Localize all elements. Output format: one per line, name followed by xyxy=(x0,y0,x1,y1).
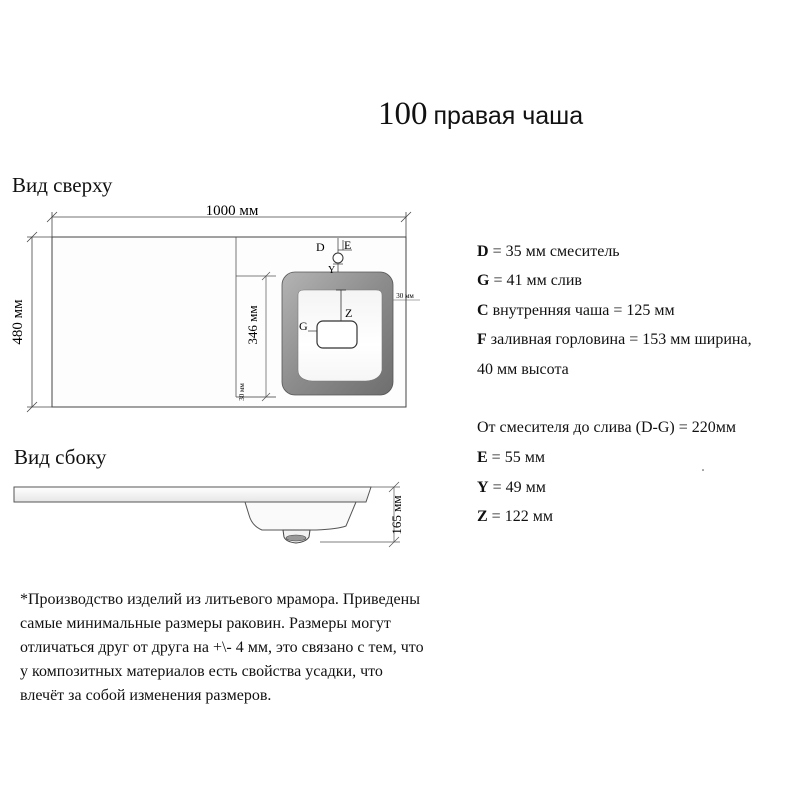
drain xyxy=(317,321,357,348)
mark-e: E xyxy=(344,238,352,252)
spec-item-f-height: 40 мм высота xyxy=(477,361,569,378)
height-dimension-label: 480 мм xyxy=(10,299,26,345)
mark-d: D xyxy=(316,240,325,254)
bottom-offset-label: 30 мм xyxy=(238,383,246,401)
bowl-side xyxy=(245,502,356,530)
faucet-hole xyxy=(333,253,343,263)
title-text: правая чаша xyxy=(433,102,584,130)
spec-item-d: D = 35 мм смеситель xyxy=(477,243,620,260)
spec-item-g: G = 41 мм слив xyxy=(477,272,582,289)
spec-item-d-g: От смесителя до слива (D-G) = 220мм xyxy=(477,419,736,436)
mark-z: Z xyxy=(345,306,353,320)
spec-item-f: F заливная горловина = 153 мм ширина, xyxy=(477,331,752,348)
footnote xyxy=(20,588,500,708)
spec-item-e: E = 55 мм xyxy=(477,449,545,466)
footnote-line: отличаться друг от друга на +\- 4 мм, это связано с тем, что xyxy=(20,639,424,656)
spec-item-y: Y = 49 мм xyxy=(477,479,546,496)
footnote-line: *Производство изделий из литьевого мрамора. Приведены xyxy=(20,591,420,608)
footnote-line: самые минимальные размеры раковин. Размеры могут xyxy=(20,615,391,632)
side-view-label: Вид сбоку xyxy=(14,445,107,469)
mark-g: G xyxy=(299,319,308,333)
spec-item-z: Z = 122 мм xyxy=(477,508,553,525)
footnote-line: у композитных материалов есть свойства усадки, что xyxy=(20,663,383,680)
top-view-drawing xyxy=(10,203,420,412)
countertop-side xyxy=(14,487,371,502)
footnote-line: влечёт за собой изменения размеров. xyxy=(20,687,272,704)
right-offset-label: 30 мм xyxy=(396,292,414,300)
width-dimension-label: 1000 мм xyxy=(205,203,259,219)
side-view-drawing xyxy=(14,482,404,547)
title-number: 100 xyxy=(378,96,428,132)
spec-item-c: C внутренняя чаша = 125 мм xyxy=(477,302,675,319)
side-height-label: 165 мм xyxy=(389,495,404,535)
top-view-label: Вид сверху xyxy=(12,173,113,197)
bowl-dimension-label: 346 мм xyxy=(245,305,260,345)
mark-y: Y xyxy=(328,265,336,276)
